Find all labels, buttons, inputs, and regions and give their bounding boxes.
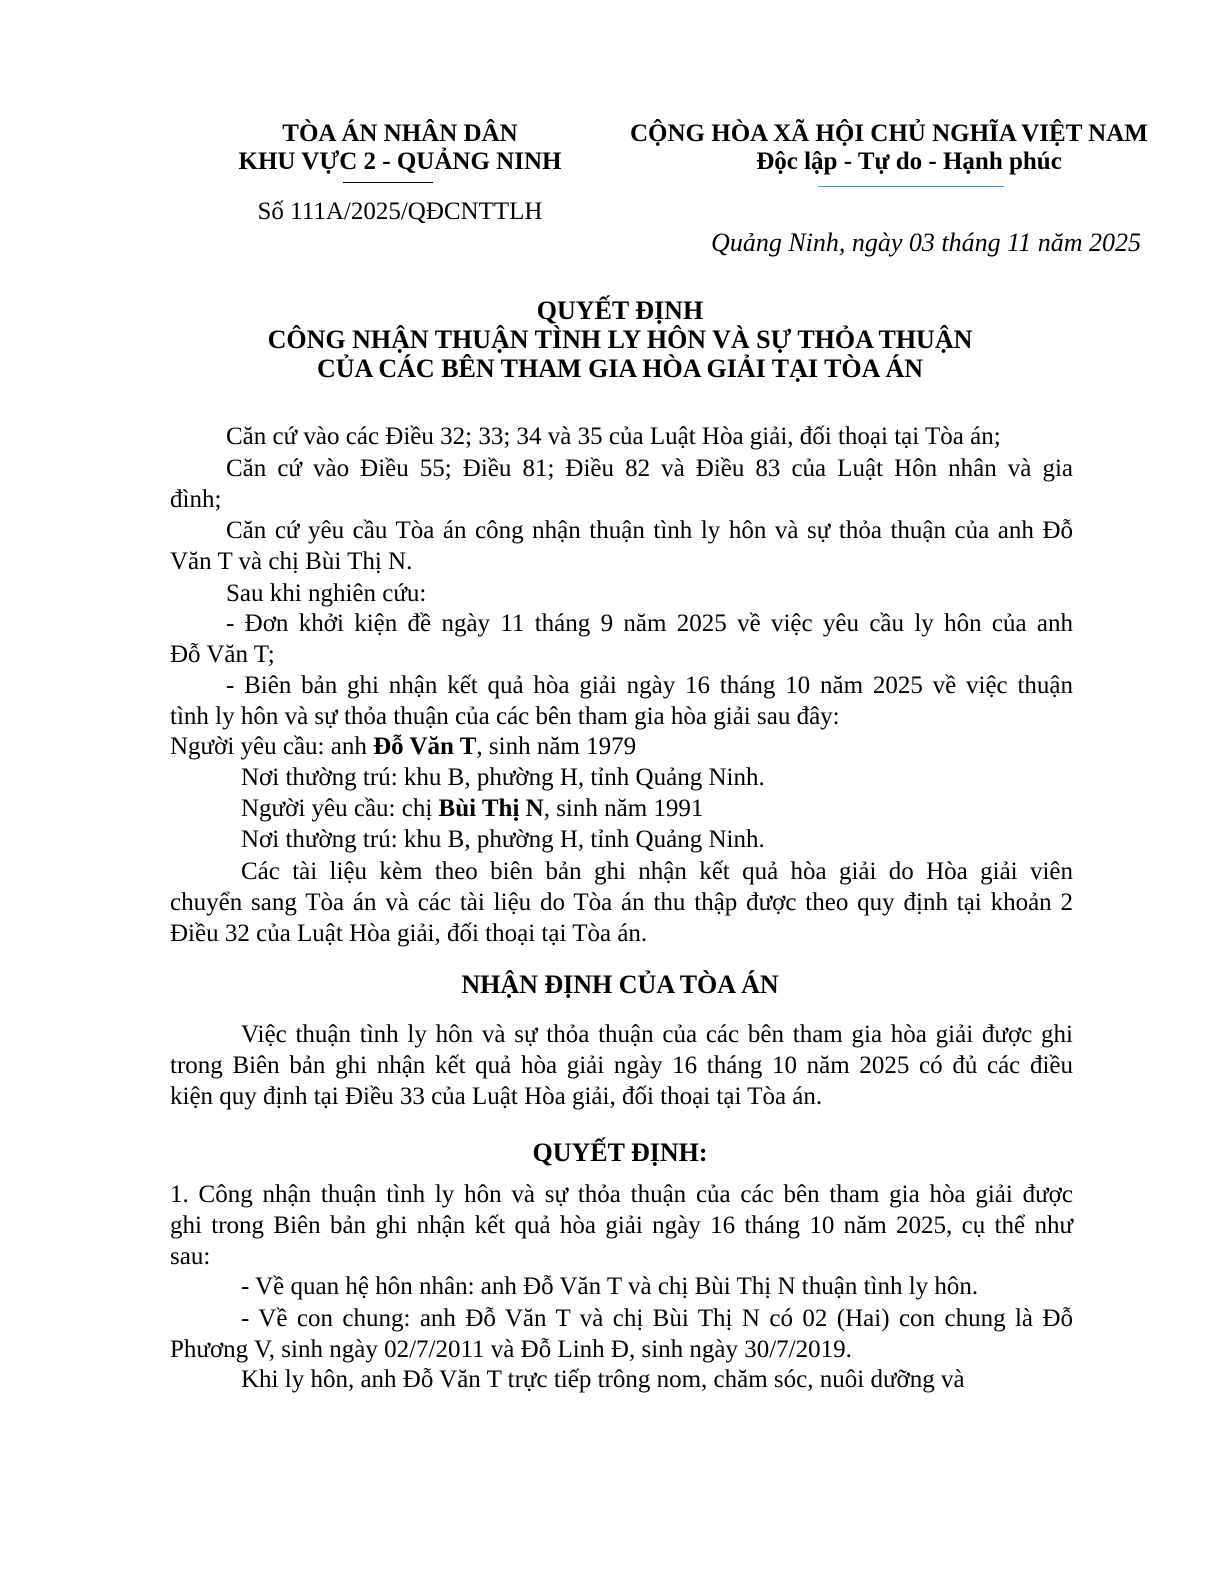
decision-heading: QUYẾT ĐỊNH:: [532, 1138, 708, 1167]
decision-item-1-line-1: 1. Công nhận thuận tình ly hôn và sự thỏa thuận của các bên tham gia hòa giải được: [170, 1181, 1073, 1208]
basis-paragraph-1: Căn cứ vào các Điều 32; 33; 34 và 35 của Luật Hòa giải, đối thoại tại Tòa án;: [226, 423, 1001, 450]
party-2-prefix: Người yêu cầu: chị: [241, 795, 439, 822]
decision-children-line-2: Phương V, sinh ngày 02/7/2011 và Đỗ Linh Đ, sinh ngày 30/7/2019.: [170, 1336, 852, 1363]
basis-paragraph-5-cont: Đỗ Văn T;: [170, 641, 275, 668]
party-2: [241, 795, 703, 823]
motto-underline: [818, 186, 1004, 187]
basis-paragraph-3: Căn cứ yêu cầu Tòa án công nhận thuận tình ly hôn và sự thỏa thuận của anh Đỗ: [226, 517, 1073, 544]
party-1-name: Đỗ Văn T: [373, 733, 477, 760]
basis-paragraph-4: Sau khi nghiên cứu:: [226, 580, 427, 607]
title-line-1: QUYẾT ĐỊNH: [536, 296, 704, 325]
decision-item-1-line-3: sau:: [170, 1243, 211, 1270]
place-date: Quảng Ninh, ngày 03 tháng 11 năm 2025: [711, 228, 1141, 257]
basis-paragraph-2-cont: đình;: [170, 486, 222, 513]
party-1-suffix: , sinh năm 1979: [476, 733, 637, 760]
decision-marriage: - Về quan hệ hôn nhân: anh Đỗ Văn T và chị Bùi Thị N thuận tình ly hôn.: [241, 1273, 979, 1300]
party-2-address: Nơi thường trú: khu B, phường H, tỉnh Quảng Ninh.: [241, 826, 765, 853]
party-2-suffix: , sinh năm 1991: [543, 795, 704, 822]
basis-paragraph-6-cont: tình ly hôn và sự thỏa thuận của các bên tham gia hòa giải sau đây:: [170, 703, 840, 730]
assessment-line-3: kiện quy định tại Điều 33 của Luật Hòa giải, đối thoại tại Tòa án.: [170, 1083, 823, 1110]
documents-line-2: chuyển sang Tòa án và các tài liệu do Tòa án thu thập được theo quy định tại khoản 2: [170, 889, 1073, 916]
court-underline: [343, 182, 433, 183]
decision-item-1-line-2: ghi trong Biên bản ghi nhận kết quả hòa giải ngày 16 tháng 10 năm 2025, cụ thể như: [170, 1212, 1073, 1239]
basis-paragraph-5: - Đơn khởi kiện đề ngày 11 tháng 9 năm 2025 về việc yêu cầu ly hôn của anh: [226, 610, 1073, 637]
national-motto: Độc lập - Tự do - Hạnh phúc: [756, 148, 1062, 175]
title-line-3: CỦA CÁC BÊN THAM GIA HÒA GIẢI TẠI TÒA ÁN: [316, 354, 924, 383]
party-2-name: Bùi Thị N: [438, 795, 544, 822]
assessment-line-1: Việc thuận tình ly hôn và sự thỏa thuận của các bên tham gia hòa giải được ghi: [241, 1021, 1073, 1048]
decision-children-line-1: - Về con chung: anh Đỗ Văn T và chị Bùi Thị N có 02 (Hai) con chung là Đỗ: [241, 1305, 1073, 1332]
basis-paragraph-6: - Biên bản ghi nhận kết quả hòa giải ngày 16 tháng 10 năm 2025 về việc thuận: [226, 672, 1073, 699]
court-name: TÒA ÁN NHÂN DÂN: [282, 120, 518, 147]
documents-line-1: Các tài liệu kèm theo biên bản ghi nhận kết quả hòa giải do Hòa giải viên: [241, 858, 1073, 885]
country-name: CỘNG HÒA XÃ HỘI CHỦ NGHĨA VIỆT NAM: [630, 120, 1148, 147]
party-1-address: Nơi thường trú: khu B, phường H, tỉnh Quảng Ninh.: [241, 764, 765, 791]
decision-custody: Khi ly hôn, anh Đỗ Văn T trực tiếp trông nom, chăm sóc, nuôi dưỡng và: [241, 1366, 965, 1393]
title-line-2: CÔNG NHẬN THUẬN TÌNH LY HÔN VÀ SỰ THỎA THUẬN: [267, 325, 973, 354]
party-1-prefix: Người yêu cầu: anh: [170, 733, 374, 760]
basis-paragraph-3-cont: Văn T và chị Bùi Thị N.: [170, 548, 413, 575]
document-number: Số 111A/2025/QĐCNTTLH: [257, 198, 543, 225]
party-1: [170, 733, 636, 761]
court-region: KHU VỰC 2 - QUẢNG NINH: [238, 148, 562, 175]
basis-paragraph-2: Căn cứ vào Điều 55; Điều 81; Điều 82 và Điều 83 của Luật Hôn nhân và gia: [226, 455, 1073, 482]
assessment-heading: NHẬN ĐỊNH CỦA TÒA ÁN: [461, 970, 779, 999]
documents-line-3: Điều 32 của Luật Hòa giải, đối thoại tại Tòa án.: [170, 920, 648, 947]
assessment-line-2: trong Biên bản ghi nhận kết quả hòa giải ngày 16 tháng 10 năm 2025 có đủ các điều: [170, 1052, 1073, 1079]
